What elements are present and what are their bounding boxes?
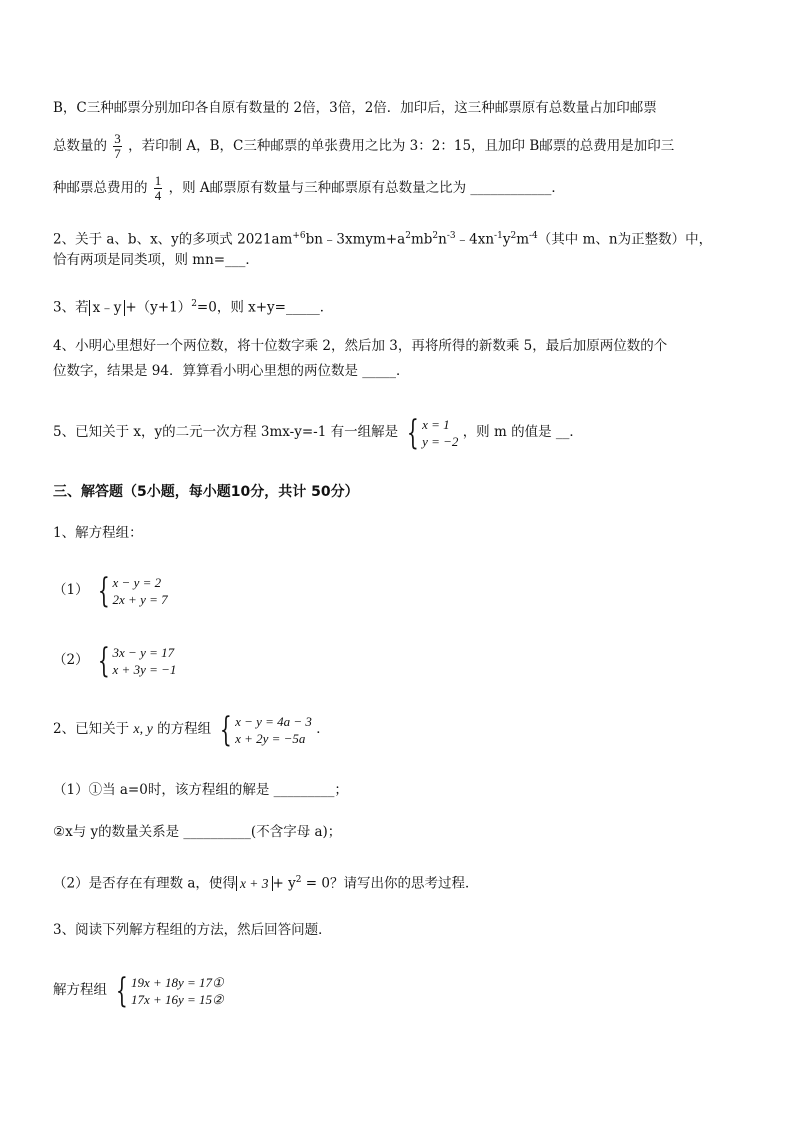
variables: x, y (133, 722, 153, 737)
text-span: 3、若 (53, 299, 89, 316)
problem-text-line: B，C三种邮票分别加印各自原有数量的 2倍，3倍，2倍．加印后，这三种邮票原有总数量占加印邮票 (53, 100, 657, 116)
text-span: = 0？请写出你的思考过程． (301, 875, 479, 892)
question-4-line: 位数字，结果是 94．算算看小明心里想的两位数是 _____． (53, 363, 410, 379)
part-label: （2） (53, 652, 89, 668)
solve-2-part-1: （1）①当 a=0时，该方程组的解是 _________； (53, 782, 348, 798)
superscript: 2 (191, 299, 197, 309)
section-heading: 三、解答题（5小题，每小题10分，共计 50分） (53, 484, 359, 500)
left-brace: { (97, 570, 110, 611)
superscript: 2 (405, 231, 411, 241)
superscript: 2 (295, 875, 302, 885)
text-span: m (516, 231, 530, 248)
text-span: 5、已知关于 x，y的二元一次方程 3mx-y=-1 有一组解是 (53, 424, 399, 440)
absolute-value: x + 3 (236, 876, 273, 891)
left-brace: { (116, 970, 129, 1011)
problem-text-line (53, 132, 674, 161)
text-span: ． (316, 721, 330, 737)
text-span: ﹣4xn (455, 231, 495, 248)
text-span: 解方程组 (53, 982, 107, 998)
left-brace: { (407, 412, 420, 453)
text-span: 2、已知关于 (53, 721, 130, 737)
text-span: ，则 m 的值是 __． (462, 424, 583, 440)
text-span: ，则 A邮票原有数量与三种邮票原有总数量之比为 ____________． (168, 180, 565, 196)
solve-1-title: 1、解方程组： (53, 525, 143, 541)
part-label: （1） (53, 582, 89, 598)
question-2-line: 恰有两项是同类项，则 mn=___． (53, 252, 259, 268)
equation: x + 2y = −5a (235, 730, 306, 746)
equation: 2x + y = 7 (112, 591, 168, 607)
equation: 19x + 18y = 17① (130, 974, 224, 990)
solve-2-part-1b: ②x与 y的数量关系是 __________(不含字母 a)； (53, 824, 342, 840)
solve-3-title: 3、阅读下列解方程组的方法，然后回答问题． (53, 922, 332, 938)
text-span: y (502, 231, 511, 248)
equation: y = −2 (422, 433, 459, 449)
text-span: n (438, 231, 447, 248)
fraction-numerator: 3 (114, 131, 121, 146)
text-span: =0，则 x+y=_____． (196, 299, 334, 316)
question-2-line (53, 226, 712, 250)
text-span: +（y+1） (125, 299, 192, 316)
left-brace: { (220, 709, 233, 750)
superscript: -3 (446, 231, 456, 241)
text-span: + y (272, 875, 296, 892)
text-span: bn﹣3xmym+a (305, 231, 406, 248)
question-3-line (53, 294, 333, 318)
equation-system (93, 570, 168, 611)
fraction (113, 132, 122, 161)
solve-1-part-2 (53, 640, 177, 681)
equation: 3x − y = 17 (112, 644, 175, 660)
text-span: 2、关于 a、b、x、y的多项式 2021am (53, 231, 293, 248)
equation: 17x + 16y = 15② (130, 991, 224, 1007)
text-span: 总数量的 (53, 138, 107, 154)
solve-1-part-1 (53, 570, 168, 611)
equation-system (93, 640, 177, 681)
left-brace: { (97, 640, 110, 681)
superscript: 2 (510, 231, 517, 241)
equation-system (402, 412, 459, 453)
equation: x − y = 2 (112, 574, 162, 590)
problem-text-line (53, 174, 565, 203)
superscript: -4 (529, 231, 538, 241)
text-span: （其中 m、n为正整数）中， (537, 231, 713, 248)
equation: x − y = 4a − 3 (235, 713, 312, 729)
absolute-value: x﹣y (89, 300, 126, 316)
equation-system (215, 709, 312, 750)
solve-2-part-2 (53, 870, 479, 894)
equation: x = 1 (422, 416, 450, 432)
fraction-numerator: 1 (154, 173, 162, 188)
superscript: 2 (432, 231, 439, 241)
fraction (154, 174, 163, 203)
text-span: ，若印制 A，B，C三种邮票的单张费用之比为 3：2：15，且加印 B邮票的总费用是加印三 (128, 138, 675, 154)
solve-2-line (53, 711, 330, 748)
solve-3-system (53, 970, 224, 1011)
question-5-line (53, 412, 583, 453)
text-span: 种邮票总费用的 (53, 180, 148, 196)
text-span: （2）是否存在有理数 a，使得 (53, 875, 236, 892)
text-span: 的方程组 (157, 721, 212, 737)
superscript: -1 (494, 231, 503, 241)
text-span: mb (410, 231, 433, 248)
equation-system (111, 970, 224, 1011)
question-4-line: 4、小明心里想好一个两位数，将十位数字乘 2，然后加 3，再将所得的新数乘 5，最后加原两位数的个 (53, 338, 668, 354)
equation: x + 3y = −1 (112, 661, 177, 677)
fraction-denominator: 7 (114, 146, 121, 161)
superscript: +6 (292, 231, 306, 241)
fraction-denominator: 4 (154, 188, 162, 203)
